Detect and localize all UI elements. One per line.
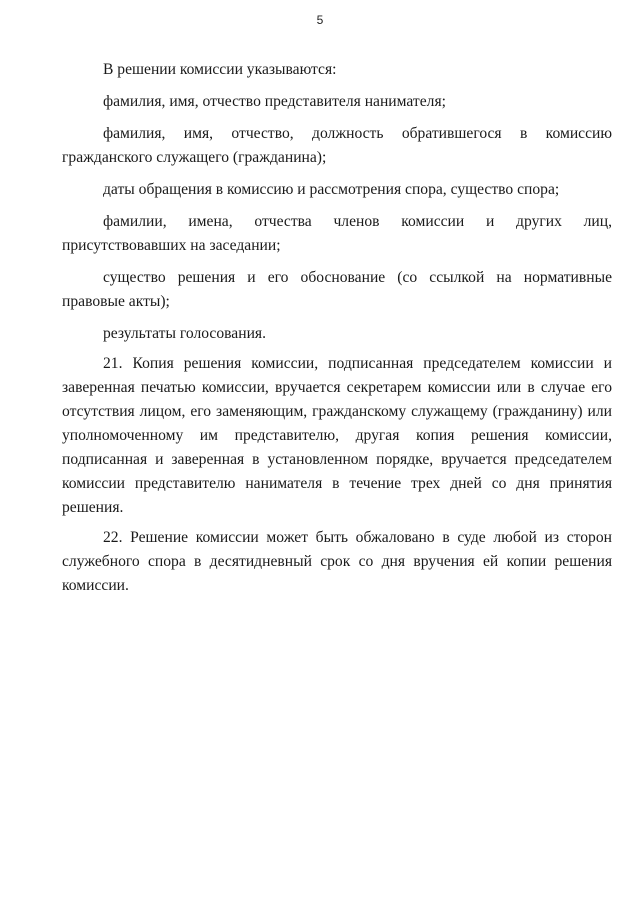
list-item: результаты голосования. [103,325,266,342]
intro-paragraph: В решении комиссии указываются: [103,61,337,78]
list-item: существо решения и его обоснование (со ссылкой на нормативные правовые акты); [62,269,612,310]
document-body [62,58,612,598]
list-item: фамилия, имя, отчество, должность обратившегося в комиссию гражданского служащего (гражданина); [62,125,612,166]
clause-21-paragraph: 21. Копия решения комиссии, подписанная председателем комиссии и заверенная печатью комиссии, вручается секретарем комиссии или в случае его отсутствия лицом, его заменяющим, гражданскому служащему (гражданину) или уполномоченному им представителю, другая копия решения комиссии, подписанная и заверенная в установленном порядке, вручается председателем комиссии представителю нанимателя в течение трех дней со дня принятия решения. [62,355,612,516]
clause-22-paragraph: 22. Решение комиссии может быть обжаловано в суде любой из сторон служебного спора в десятидневный срок со дня вручения ей копии решения комиссии. [62,529,612,594]
list-item: фамилии, имена, отчества членов комиссии и других лиц, присутствовавших на заседании; [62,213,612,254]
list-item: фамилия, имя, отчество представителя нанимателя; [103,93,446,110]
list-item: даты обращения в комиссию и рассмотрения спора, существо спора; [103,181,560,198]
page-number: 5 [316,13,324,27]
